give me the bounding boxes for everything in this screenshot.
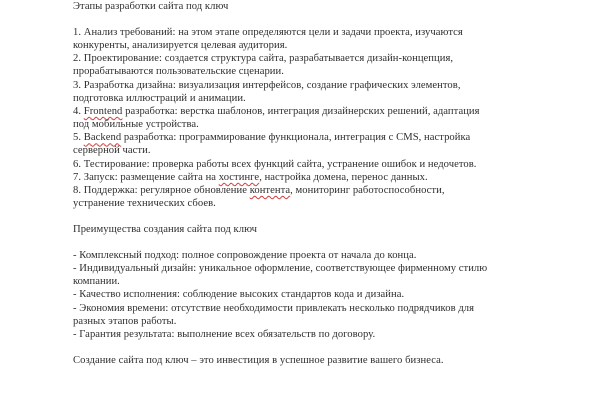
stage-4-line-2: под мобильные устройства. [73, 119, 199, 131]
stage-2-line-2: прорабатываются пользовательские сценарии. [73, 66, 284, 78]
spellcheck-word-content: контента [249, 185, 291, 197]
stage-3-line-2: подготовка иллюстраций и анимации. [73, 92, 246, 104]
advantage-4-line-2: разных этапов работы. [73, 315, 177, 327]
stages-list [73, 26, 600, 211]
advantage-4-line-1: - Экономия времени: отсутствие необходимости привлекать несколько подрядчиков для [73, 302, 475, 314]
paragraph-gap [73, 210, 600, 223]
stage-5-line-1 [73, 131, 600, 144]
stage-7-line-1 [73, 171, 600, 184]
stage-8-after: , мониторинг работоспособности, [290, 185, 445, 197]
stage-1-line-1: 1. Анализ требований: на этом этапе определяются цели и задачи проекта, изучаются [73, 26, 463, 38]
stage-8-before: 8. Поддержка: регулярное обновление [73, 185, 250, 197]
stage-2-line-1: 2. Проектирование: создается структура сайта, разрабатывается дизайн-концепция, [73, 53, 454, 65]
stage-4-prefix: 4. [73, 105, 84, 117]
spellcheck-word-hosting: хостинге [218, 171, 260, 183]
spellcheck-word-backend: Backend [83, 132, 122, 144]
conclusion-text: Создание сайта под ключ – это инвестиция в успешное развитие вашего бизнеса. [73, 354, 444, 366]
stage-8-line-1 [73, 184, 600, 197]
paragraph-gap [73, 341, 600, 354]
stage-4-line-1 [73, 105, 600, 118]
stage-5-rest: разработка: программирование функционала, интеграция с CMS, настройка [121, 132, 471, 144]
stage-8-line-2: устранение технических сбоев. [73, 198, 216, 210]
stage-7-after: , настройка домена, перенос данных. [259, 171, 428, 183]
spellcheck-word-frontend: Frontend [83, 105, 123, 117]
paragraph-gap [73, 236, 600, 249]
advantages-heading: Преимущества создания сайта под ключ [73, 224, 258, 235]
stage-3-line-1: 3. Разработка дизайна: визуализация интерфейсов, создание графических элементов, [73, 79, 461, 91]
stage-5-prefix: 5. [73, 132, 84, 144]
advantage-5-line-1: - Гарантия результата: выполнение всех обязательств по договору. [73, 328, 376, 340]
stage-6-line-1: 6. Тестирование: проверка работы всех функций сайта, устранение ошибок и недочетов. [73, 158, 477, 170]
advantage-2-line-1: - Индивидуальный дизайн: уникальное оформление, соответствующее фирменному стилю [73, 262, 488, 274]
stage-4-rest: разработка: верстка шаблонов, интеграция дизайнерских решений, адаптация [122, 105, 480, 117]
stage-1-line-2: конкуренты, анализируется целевая аудитория. [73, 39, 288, 51]
advantage-3-line-1: - Качество исполнения: соблюдение высоких стандартов кода и дизайна. [73, 289, 405, 301]
advantage-2-line-2: компании. [73, 276, 120, 288]
advantages-list [73, 249, 600, 341]
stage-5-line-2: серверной части. [73, 145, 151, 157]
paragraph-gap [73, 13, 600, 26]
stage-7-before: 7. Запуск: размещение сайта на [73, 171, 219, 183]
advantage-1-line-1: - Комплексный подход: полное сопровождение проекта от начала до конца. [73, 249, 417, 261]
document-heading: Этапы разработки сайта под ключ [73, 1, 229, 12]
